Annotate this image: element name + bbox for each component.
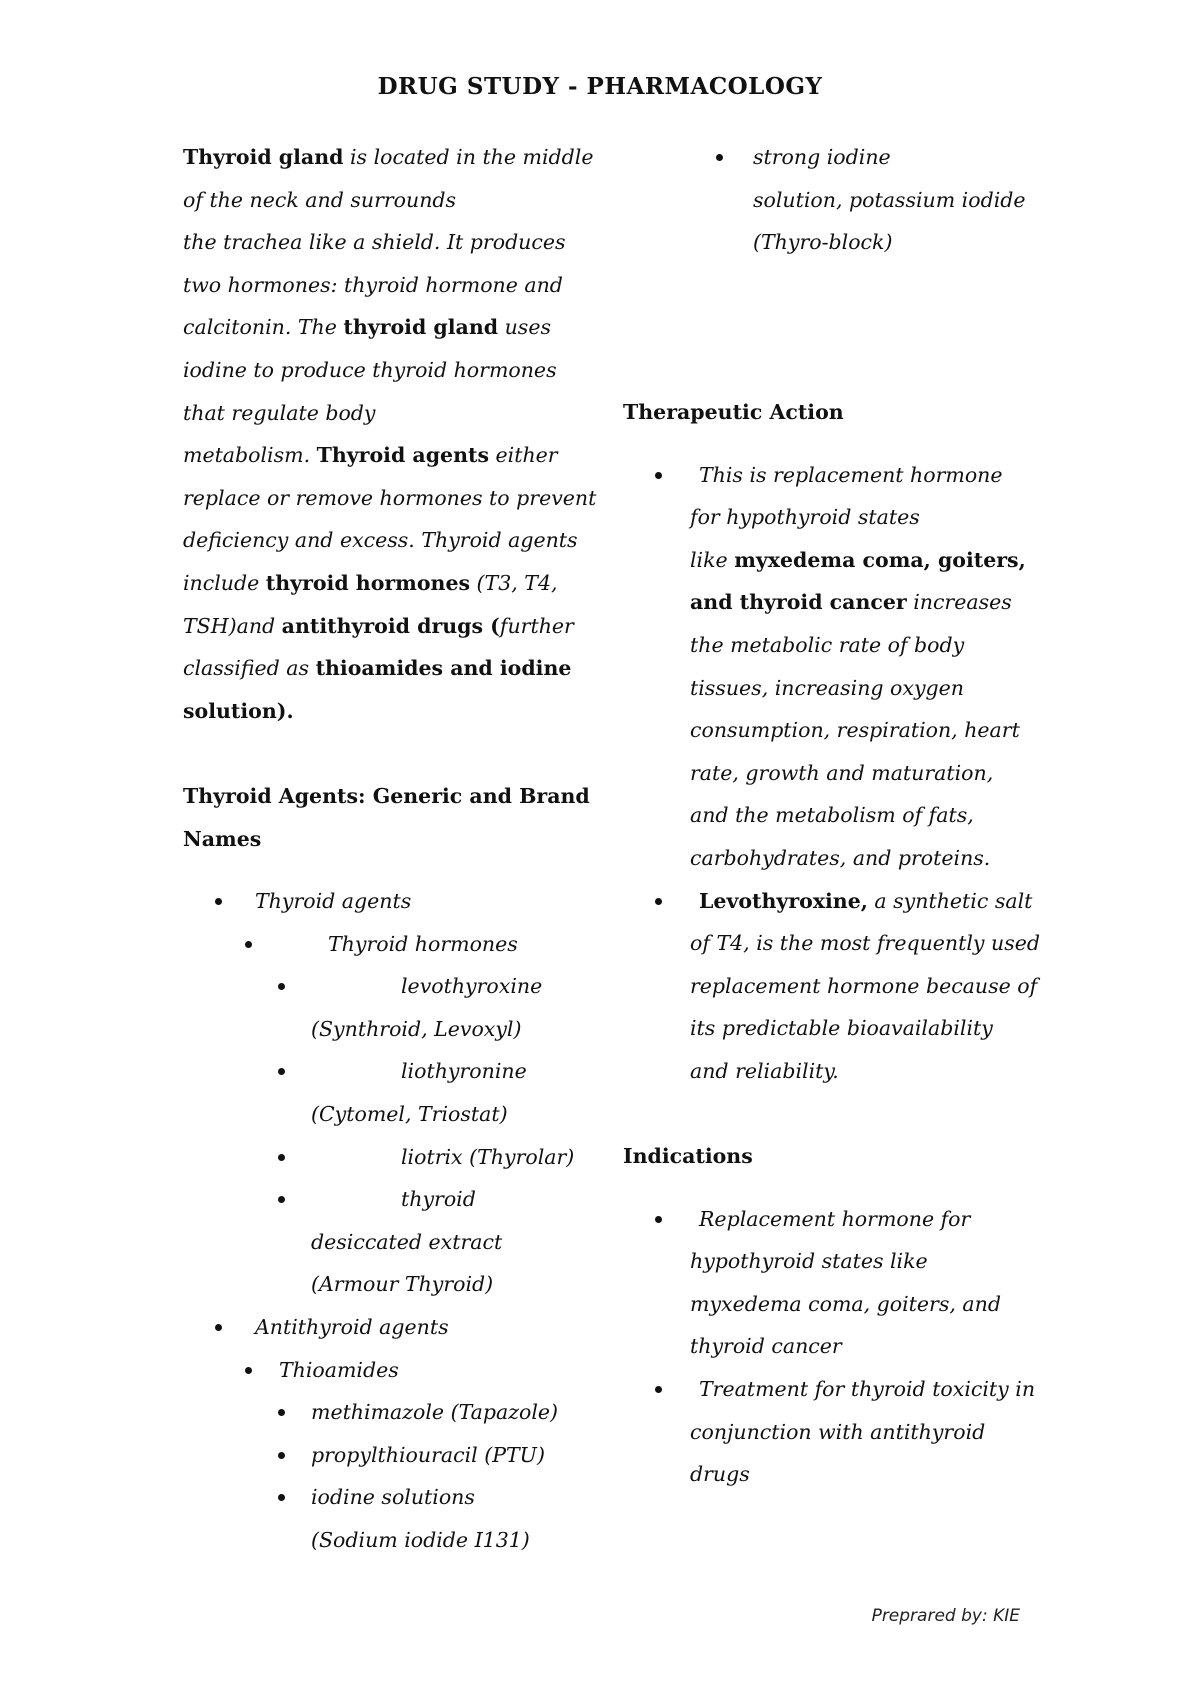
intro-line: two hormones: thyroid hormone and — [183, 272, 563, 297]
agents-heading: Thyroid Agents: Generic and Brand — [183, 783, 590, 808]
bullet-icon — [655, 472, 662, 479]
bullet-icon — [655, 898, 662, 905]
spacer — [183, 732, 603, 775]
intro-line: calcitonin. The thyroid gland uses — [183, 315, 551, 340]
list-item-continuation: desiccated extract — [311, 1229, 503, 1254]
list-item: Treatment for thyroid toxicity in — [623, 1368, 1063, 1411]
intro-line: replace or remove hormones to prevent — [183, 485, 597, 510]
bullet-icon — [245, 941, 252, 948]
list-item-continuation: carbohydrates, and proteins. — [690, 845, 991, 870]
list-item: strong iodine — [623, 136, 1043, 179]
bullet-icon — [278, 1068, 285, 1075]
bullet-icon — [278, 1494, 285, 1501]
list-item-continuation: thyroid cancer — [690, 1334, 842, 1359]
list-item-continuation: consumption, respiration, heart — [690, 718, 1020, 743]
right-column-lower — [623, 391, 1063, 1496]
list-item: Thioamides — [183, 1349, 603, 1392]
list-item-continuation: (Armour Thyroid) — [311, 1272, 494, 1297]
list-item-continuation: (Synthroid, Levoxyl) — [311, 1016, 522, 1041]
bullet-icon — [245, 1367, 252, 1374]
intro-line: iodine to produce thyroid hormones — [183, 357, 557, 382]
list-item: iodine solutions — [183, 1476, 603, 1519]
list-item: Thyroid agents — [183, 880, 603, 923]
list-item: propylthiouracil (PTU) — [183, 1434, 603, 1477]
list-item-continuation: rate, growth and maturation, — [690, 760, 994, 785]
list-item-continuation: tissues, increasing oxygen — [690, 675, 964, 700]
list-item: Antithyroid agents — [183, 1306, 603, 1349]
list-item-continuation: (Thyro-block) — [753, 230, 893, 255]
therapeutic-heading: Therapeutic Action — [623, 400, 844, 424]
indications-heading: Indications — [623, 1144, 753, 1169]
intro-line: of the neck and surrounds — [183, 187, 457, 212]
list-item-continuation: myxedema coma, goiters, and — [690, 1291, 1001, 1316]
spacer — [183, 860, 603, 880]
bullet-icon — [278, 983, 285, 990]
bullet-icon — [716, 154, 723, 161]
list-item-continuation: solution, potassium iodide — [753, 187, 1026, 212]
list-item: This is replacement hormone — [623, 454, 1063, 497]
bullet-icon — [278, 1409, 285, 1416]
list-item-continuation: its predictable bioavailability — [690, 1016, 993, 1041]
list-item-continuation: and reliability. — [690, 1058, 839, 1083]
intro-line: deficiency and excess. Thyroid agents — [183, 528, 578, 553]
list-item-continuation: and thyroid cancer increases — [690, 590, 1012, 615]
bullet-icon — [215, 898, 222, 905]
list-item: thyroid — [183, 1178, 603, 1221]
right-column — [623, 136, 1043, 264]
bullet-icon — [655, 1216, 662, 1223]
intro-line: classified as thioamides and iodine — [183, 656, 572, 681]
bullet-icon — [655, 1386, 662, 1393]
list-item-continuation: hypothyroid states like — [690, 1249, 928, 1274]
spacer — [623, 1093, 1063, 1136]
footer-prepared-by: Preprared by: KIE — [871, 1606, 1020, 1626]
list-item: Thyroid hormones — [183, 923, 603, 966]
list-item-continuation: conjunction with antithyroid — [690, 1419, 986, 1444]
list-item: liothyronine — [183, 1050, 603, 1093]
bullet-icon — [278, 1196, 285, 1203]
bullet-icon — [215, 1324, 222, 1331]
list-item-continuation: the metabolic rate of body — [690, 632, 965, 657]
list-item-continuation: (Sodium iodide I131) — [311, 1528, 530, 1552]
page-title: DRUG STUDY - PHARMACOLOGY — [377, 73, 823, 100]
list-item: liotrix (Thyrolar) — [183, 1136, 603, 1179]
intro-line: solution). — [183, 698, 294, 723]
intro-line: include thyroid hormones (T3, T4, — [183, 570, 558, 595]
bullet-icon — [278, 1154, 285, 1161]
list-item: Levothyroxine, a synthetic salt — [623, 880, 1063, 923]
list-item-continuation: drugs — [690, 1462, 750, 1487]
left-column — [183, 136, 603, 1562]
list-item-continuation: of T4, is the most frequently used — [690, 931, 1040, 956]
intro-line: TSH)and antithyroid drugs (further — [183, 613, 574, 638]
bullet-icon — [278, 1452, 285, 1459]
list-item-continuation: and the metabolism of fats, — [690, 803, 974, 828]
list-item-continuation: (Cytomel, Triostat) — [311, 1102, 508, 1127]
list-item: methimazole (Tapazole) — [183, 1391, 603, 1434]
list-item-continuation: for hypothyroid states — [690, 505, 920, 530]
spacer — [623, 434, 1063, 454]
intro-line: metabolism. Thyroid agents either — [183, 443, 558, 468]
intro-line: Thyroid gland is located in the middle — [183, 145, 594, 169]
list-item: levothyroxine — [183, 965, 603, 1008]
list-item-continuation: like myxedema coma, goiters, — [690, 547, 1026, 572]
list-item-continuation: replacement hormone because of — [690, 973, 1038, 998]
intro-line: that regulate body — [183, 400, 376, 425]
spacer — [623, 1178, 1063, 1198]
list-item: Replacement hormone for — [623, 1198, 1063, 1241]
intro-line: the trachea like a shield. It produces — [183, 230, 566, 255]
agents-heading: Names — [183, 826, 262, 851]
